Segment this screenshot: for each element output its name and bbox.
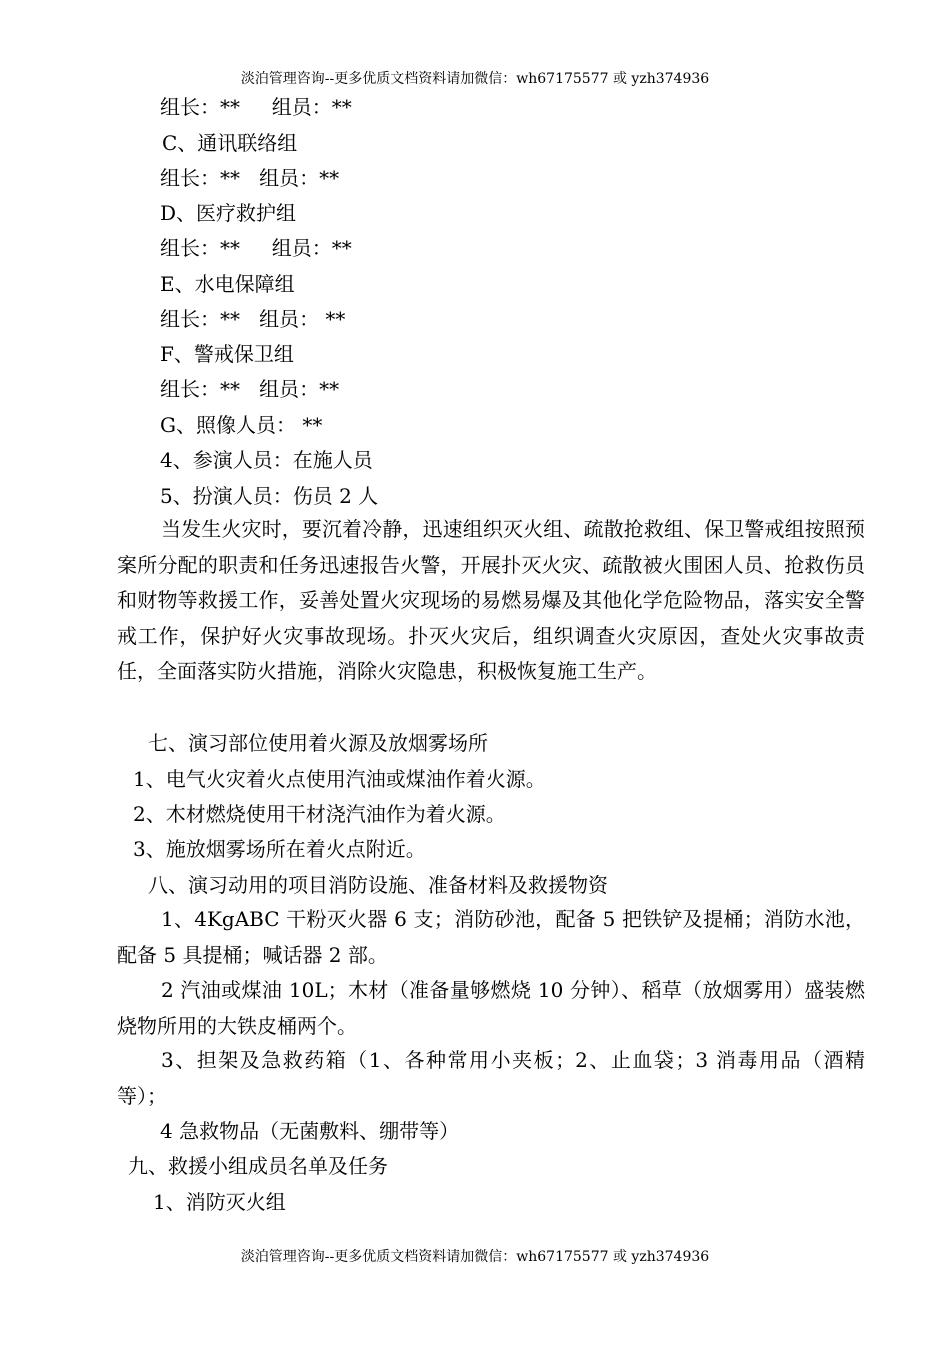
section-7-item-2: 2、木材燃烧使用干材浇汽油作为着火源。 [133, 802, 506, 826]
leader-member-line: 组长：** 组员： ** [160, 307, 346, 331]
page-footer: 淡泊管理咨询--更多优质文档资料请加微信：wh67175577 或 yzh374936 [240, 1249, 710, 1265]
actors-line: 5、扮演人员：伤员 2 人 [160, 484, 379, 508]
section-8-item-3: 3、担架及急救药箱（1、各种常用小夹板；2、止血袋；3 消毒用品（酒精等）； [117, 1048, 865, 1108]
section-heading-7: 七、演习部位使用着火源及放烟雾场所 [148, 731, 488, 755]
section-heading-9: 九、救援小组成员名单及任务 [128, 1154, 388, 1178]
page-header: 淡泊管理咨询--更多优质文档资料请加微信：wh67175577 或 yzh374936 [240, 71, 710, 87]
leader-member-line: 组长：** 组员：** [160, 95, 352, 119]
section-7-item-3: 3、施放烟雾场所在着火点附近。 [133, 837, 426, 861]
section-7-item-1: 1、电气火灾着火点使用汽油或煤油作着火源。 [133, 767, 546, 791]
group-heading-c: C、通讯联络组 [162, 131, 298, 155]
section-9-item-1: 1、消防灭火组 [153, 1190, 286, 1214]
leader-member-line: 组长：** 组员：** [160, 166, 340, 190]
group-heading-e: E、水电保障组 [160, 272, 295, 296]
group-heading-d: D、医疗救护组 [160, 201, 297, 225]
section-8-item-2: 2 汽油或煤油 10L；木材（准备量够燃烧 10 分钟）、稻草（放烟雾用）盛装燃烧物所用的大铁皮桶两个。 [117, 978, 865, 1038]
section-heading-8: 八、演习动用的项目消防设施、准备材料及救援物资 [148, 873, 608, 897]
group-heading-g: G、照像人员： ** [160, 413, 323, 437]
group-heading-f: F、警戒保卫组 [160, 342, 294, 366]
fire-response-paragraph: 当发生火灾时，要沉着冷静，迅速组织灭火组、疏散抢救组、保卫警戒组按照预案所分配的职责和任务迅速报告火警，开展扑灭火灾、疏散被火围困人员、抢救伤员和财物等救援工作，妥善处置火灾现场的易燃易爆及其他化学危险物品，落实安全警戒工作，保护好火灾事故现场。扑灭火灾后，组织调查火灾原因，查处火灾事故责任，全面落实防火措施，消除火灾隐患，积极恢复施工生产。 [117, 517, 865, 683]
section-8-item-1: 1、4KgABC 干粉灭火器 6 支；消防砂池，配备 5 把铁铲及提桶；消防水池，配备 5 具提桶；喊话器 2 部。 [117, 907, 865, 967]
section-8-item-4: 4 急救物品（无菌敷料、绷带等） [160, 1119, 460, 1143]
participants-line: 4、参演人员：在施人员 [160, 448, 373, 472]
leader-member-line: 组长：** 组员：** [160, 377, 340, 401]
leader-member-line: 组长：** 组员：** [160, 236, 352, 260]
